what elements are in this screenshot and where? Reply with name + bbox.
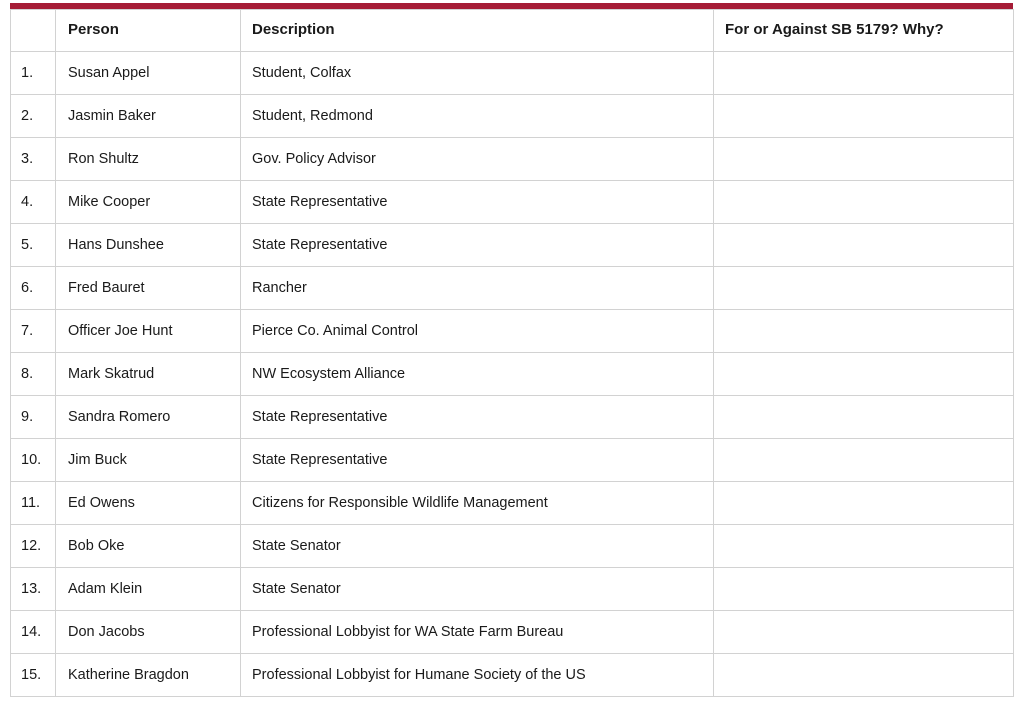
cell-person: Katherine Bragdon xyxy=(56,654,241,697)
table-row xyxy=(11,52,1014,95)
cell-stance[interactable] xyxy=(714,138,1014,181)
table-row xyxy=(11,654,1014,697)
cell-number: 5. xyxy=(11,224,56,267)
table-row xyxy=(11,138,1014,181)
cell-person: Jasmin Baker xyxy=(56,95,241,138)
table-row xyxy=(11,181,1014,224)
cell-person: Officer Joe Hunt xyxy=(56,310,241,353)
column-header-person: Person xyxy=(56,10,241,52)
cell-person: Mike Cooper xyxy=(56,181,241,224)
cell-description: Citizens for Responsible Wildlife Management xyxy=(241,482,714,525)
table-body xyxy=(11,52,1014,697)
cell-person: Fred Bauret xyxy=(56,267,241,310)
cell-number: 11. xyxy=(11,482,56,525)
cell-person: Sandra Romero xyxy=(56,396,241,439)
cell-stance[interactable] xyxy=(714,568,1014,611)
table-header-row xyxy=(11,10,1014,52)
cell-description: State Representative xyxy=(241,181,714,224)
cell-number: 10. xyxy=(11,439,56,482)
table-row xyxy=(11,568,1014,611)
cell-description: State Representative xyxy=(241,439,714,482)
table-row xyxy=(11,310,1014,353)
stakeholders-table xyxy=(10,9,1014,697)
table-row xyxy=(11,353,1014,396)
cell-stance[interactable] xyxy=(714,181,1014,224)
table-row xyxy=(11,95,1014,138)
cell-description: Student, Redmond xyxy=(241,95,714,138)
table-row xyxy=(11,267,1014,310)
cell-person: Ed Owens xyxy=(56,482,241,525)
table-row xyxy=(11,525,1014,568)
cell-person: Ron Shultz xyxy=(56,138,241,181)
table-row xyxy=(11,396,1014,439)
cell-stance[interactable] xyxy=(714,267,1014,310)
column-header-stance: For or Against SB 5179? Why? xyxy=(714,10,1014,52)
cell-number: 6. xyxy=(11,267,56,310)
cell-person: Mark Skatrud xyxy=(56,353,241,396)
column-header-description: Description xyxy=(241,10,714,52)
cell-person: Jim Buck xyxy=(56,439,241,482)
cell-description: Gov. Policy Advisor xyxy=(241,138,714,181)
cell-number: 8. xyxy=(11,353,56,396)
cell-description: Pierce Co. Animal Control xyxy=(241,310,714,353)
cell-stance[interactable] xyxy=(714,439,1014,482)
cell-stance[interactable] xyxy=(714,52,1014,95)
cell-description: Professional Lobbyist for WA State Farm Bureau xyxy=(241,611,714,654)
cell-description: State Representative xyxy=(241,396,714,439)
cell-description: Rancher xyxy=(241,267,714,310)
column-header-number xyxy=(11,10,56,52)
cell-stance[interactable] xyxy=(714,611,1014,654)
cell-person: Hans Dunshee xyxy=(56,224,241,267)
cell-number: 7. xyxy=(11,310,56,353)
cell-person: Susan Appel xyxy=(56,52,241,95)
cell-number: 15. xyxy=(11,654,56,697)
cell-description: Student, Colfax xyxy=(241,52,714,95)
cell-number: 4. xyxy=(11,181,56,224)
cell-stance[interactable] xyxy=(714,396,1014,439)
cell-description: State Senator xyxy=(241,525,714,568)
cell-number: 14. xyxy=(11,611,56,654)
cell-description: State Senator xyxy=(241,568,714,611)
cell-number: 2. xyxy=(11,95,56,138)
cell-person: Adam Klein xyxy=(56,568,241,611)
cell-stance[interactable] xyxy=(714,525,1014,568)
cell-description: NW Ecosystem Alliance xyxy=(241,353,714,396)
cell-stance[interactable] xyxy=(714,310,1014,353)
cell-stance[interactable] xyxy=(714,224,1014,267)
cell-person: Don Jacobs xyxy=(56,611,241,654)
cell-description: Professional Lobbyist for Humane Society of the US xyxy=(241,654,714,697)
table-row xyxy=(11,611,1014,654)
table-row xyxy=(11,224,1014,267)
table-row xyxy=(11,482,1014,525)
cell-number: 9. xyxy=(11,396,56,439)
cell-number: 13. xyxy=(11,568,56,611)
cell-stance[interactable] xyxy=(714,95,1014,138)
cell-stance[interactable] xyxy=(714,353,1014,396)
table-row xyxy=(11,439,1014,482)
cell-description: State Representative xyxy=(241,224,714,267)
table-container xyxy=(10,9,1013,697)
cell-number: 3. xyxy=(11,138,56,181)
cell-number: 12. xyxy=(11,525,56,568)
cell-person: Bob Oke xyxy=(56,525,241,568)
cell-number: 1. xyxy=(11,52,56,95)
cell-stance[interactable] xyxy=(714,654,1014,697)
table-header xyxy=(11,10,1014,52)
cell-stance[interactable] xyxy=(714,482,1014,525)
